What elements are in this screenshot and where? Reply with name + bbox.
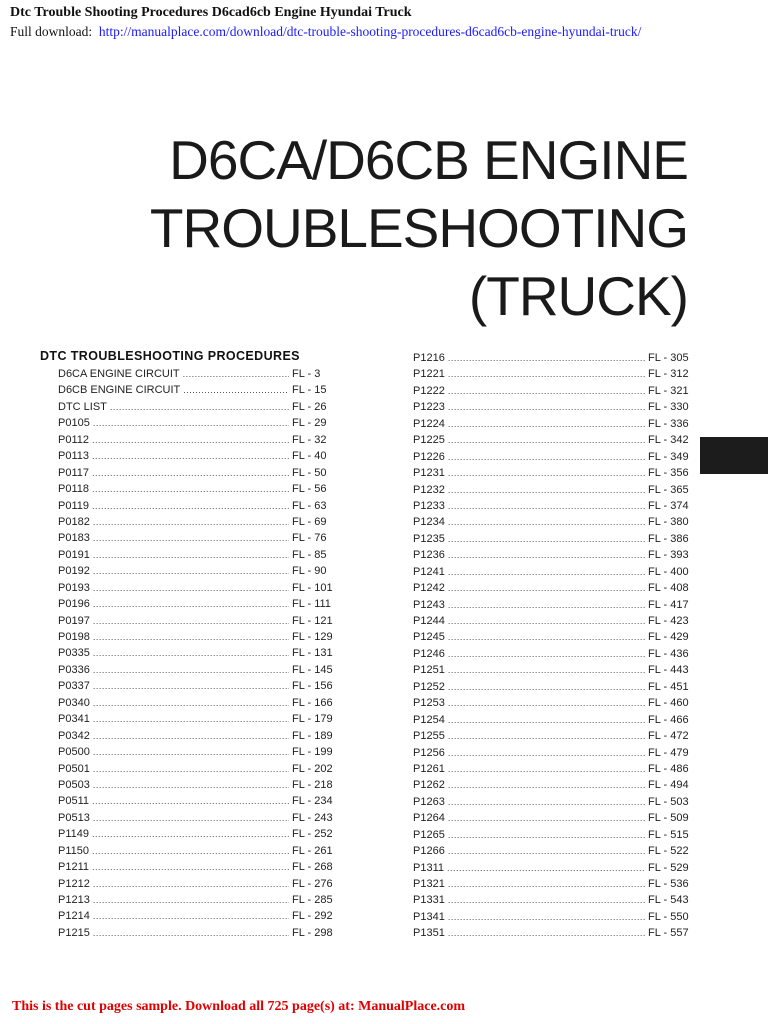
toc-entry-page: FL - 472 [648, 730, 689, 743]
toc-entry-code: P1331 [413, 894, 445, 907]
toc-leader-dots [93, 645, 289, 661]
toc-leader-dots [93, 744, 289, 760]
toc-entry-code: P0340 [58, 696, 90, 709]
toc-leader-dots [448, 482, 645, 498]
toc-entry-page: FL - 298 [292, 926, 333, 939]
toc-entry-code: P1232 [413, 483, 445, 496]
toc-entry-page: FL - 451 [648, 680, 689, 693]
toc-entry[interactable] [58, 761, 336, 777]
toc-leader-dots [93, 925, 289, 941]
toc-entry[interactable] [58, 382, 336, 398]
toc-entry-code: P0336 [58, 663, 90, 676]
toc-entry-code: P0117 [58, 466, 89, 479]
toc-entry-page: FL - 90 [292, 565, 327, 578]
toc-leader-dots [448, 745, 645, 761]
toc-right-column [413, 350, 692, 942]
toc-entry[interactable] [413, 843, 692, 859]
toc-entry-page: FL - 63 [292, 499, 327, 512]
toc-entry-code: D6CB ENGINE CIRCUIT [58, 384, 181, 397]
toc-leader-dots [93, 761, 289, 777]
toc-entry-code: P0183 [58, 532, 90, 545]
toc-entry-page: FL - 69 [292, 515, 327, 528]
toc-entry[interactable] [413, 860, 692, 876]
download-label: Full download: [10, 24, 93, 39]
toc-entry[interactable] [413, 712, 692, 728]
toc-entry-code: P0501 [58, 762, 90, 775]
toc-entry[interactable] [58, 465, 336, 481]
toc-entry-page: FL - 29 [292, 417, 327, 430]
download-line [10, 23, 760, 41]
toc-entry-page: FL - 466 [648, 713, 689, 726]
toc-entry-page: FL - 536 [648, 878, 689, 890]
toc-entry-page: FL - 557 [648, 927, 689, 940]
toc-entry-page: FL - 292 [292, 910, 333, 923]
toc-entry-code: P1253 [413, 697, 445, 710]
toc-entry-page: FL - 543 [648, 894, 689, 907]
toc-leader-dots [448, 449, 645, 465]
toc-leader-dots [93, 777, 289, 793]
toc-leader-dots [92, 843, 289, 859]
toc-entry-code: P1242 [413, 582, 445, 595]
toc-leader-dots [447, 860, 645, 876]
toc-entry[interactable] [413, 679, 692, 695]
toc-entry-code: P0197 [58, 614, 90, 627]
toc-entry-page: FL - 365 [648, 483, 689, 496]
toc-entry[interactable] [413, 728, 692, 744]
toc-leader-dots [448, 416, 645, 432]
toc-leader-dots [183, 382, 289, 398]
toc-leader-dots [448, 613, 645, 629]
toc-entry-page: FL - 494 [648, 779, 689, 792]
toc-entry-code: P1251 [413, 664, 445, 677]
toc-entry-page: FL - 189 [292, 729, 333, 742]
toc-entry[interactable] [58, 843, 336, 859]
toc-entry-page: FL - 443 [648, 664, 689, 677]
toc-entry-page: FL - 50 [292, 466, 327, 479]
toc-leader-dots [448, 777, 645, 793]
toc-entry-code: P1255 [413, 730, 445, 743]
toc-entry[interactable] [413, 350, 692, 366]
toc-entry[interactable] [58, 744, 336, 760]
toc-entry[interactable] [413, 465, 692, 481]
toc-leader-dots [448, 465, 645, 481]
toc-entry-page: FL - 400 [648, 565, 689, 578]
toc-leader-dots [448, 383, 645, 399]
toc-entry-code: P1245 [413, 631, 445, 644]
toc-entry-page: FL - 243 [292, 811, 333, 824]
toc-entry-page: FL - 436 [648, 647, 689, 660]
toc-entry-code: P1236 [413, 549, 445, 562]
toc-entry[interactable] [58, 530, 336, 546]
toc-leader-dots [93, 908, 289, 924]
toc-entry-page: FL - 121 [292, 614, 333, 627]
toc-entry-code: P1243 [413, 598, 445, 611]
toc-entry-page: FL - 199 [292, 746, 333, 759]
toc-entry[interactable] [413, 695, 692, 711]
toc-leader-dots [93, 563, 289, 579]
toc-entry[interactable] [58, 810, 336, 826]
toc-entry[interactable] [413, 777, 692, 793]
toc-leader-dots [448, 892, 645, 908]
toc-entry-code: P0105 [58, 417, 90, 430]
toc-entry-page: FL - 85 [292, 548, 327, 561]
toc-entry-page: FL - 529 [648, 861, 689, 874]
toc-entry[interactable] [413, 482, 692, 498]
toc-leader-dots [448, 531, 645, 547]
toc-entry[interactable] [58, 711, 336, 727]
toc-entry-page: FL - 76 [292, 532, 327, 545]
toc-leader-dots [448, 876, 645, 892]
manual-title-line-3: (TRUCK) [468, 265, 688, 327]
toc-entry-code: P1223 [413, 401, 445, 414]
toc-leader-dots [448, 597, 645, 613]
toc-entry-page: FL - 305 [648, 352, 689, 364]
toc-entry-code: P0113 [58, 450, 89, 463]
toc-entry-page: FL - 321 [648, 384, 689, 397]
toc-entry-code: P0192 [58, 565, 90, 578]
toc-entry-code: P1235 [413, 532, 445, 545]
toc-entry-page: FL - 26 [292, 400, 327, 413]
toc-leader-dots [448, 712, 645, 728]
toc-entry-code: P1214 [58, 910, 90, 923]
toc-entry-code: P1263 [413, 795, 445, 808]
toc-entry-code: P1231 [413, 467, 445, 480]
toc-entry-code: P1264 [413, 812, 445, 825]
toc-entry[interactable] [58, 728, 336, 744]
toc-entry[interactable] [58, 580, 336, 596]
toc-entry[interactable] [413, 662, 692, 678]
toc-entry-page: FL - 356 [648, 467, 689, 480]
toc-entry-page: FL - 32 [292, 433, 327, 446]
toc-entry-page: FL - 261 [292, 844, 333, 857]
toc-entry[interactable] [58, 498, 336, 514]
toc-entry-page: FL - 550 [648, 910, 689, 923]
toc-leader-dots [448, 399, 645, 415]
toc-entry[interactable] [413, 613, 692, 629]
toc-leader-dots [93, 695, 289, 711]
toc-leader-dots [448, 925, 645, 941]
toc-entry-page: FL - 330 [648, 401, 689, 414]
toc-entry-page: FL - 503 [648, 795, 689, 808]
toc-entry-code: P1222 [413, 384, 445, 397]
toc-entry[interactable] [58, 678, 336, 694]
toc-entry-code: P1351 [413, 927, 445, 940]
toc-entry-code: P1262 [413, 779, 445, 792]
toc-entry-code: P1244 [413, 615, 445, 627]
toc-entry-code: P0511 [58, 795, 89, 808]
toc-entry-code: P1149 [58, 828, 89, 841]
toc-entry-page: FL - 486 [648, 762, 689, 775]
toc-entry[interactable] [413, 925, 692, 941]
toc-leader-dots [448, 547, 645, 563]
toc-entry-page: FL - 515 [648, 828, 689, 841]
toc-entry[interactable] [58, 596, 336, 612]
toc-entry-page: FL - 429 [648, 631, 689, 644]
toc-entry[interactable] [58, 432, 336, 448]
toc-entry-code: P1150 [58, 844, 89, 857]
toc-leader-dots [92, 498, 289, 514]
toc-entry[interactable] [58, 908, 336, 924]
toc-entry-page: FL - 40 [292, 450, 327, 463]
toc-entry[interactable] [413, 892, 692, 908]
toc-leader-dots [448, 843, 645, 859]
toc-entry-code: P1265 [413, 828, 445, 841]
toc-entry-code: P1252 [413, 680, 445, 693]
toc-entry[interactable] [58, 777, 336, 793]
toc-leader-dots [93, 810, 289, 826]
toc-leader-dots [93, 629, 289, 645]
toc-leader-dots [92, 481, 289, 497]
toc-entry-page: FL - 408 [648, 582, 689, 595]
toc-entry-code: D6CA ENGINE CIRCUIT [58, 368, 180, 380]
toc-entry-page: FL - 342 [648, 434, 689, 447]
toc-entry-code: P1212 [58, 877, 90, 890]
toc-entry-code: P0513 [58, 811, 90, 824]
toc-leader-dots [93, 678, 289, 694]
toc-entry[interactable] [413, 498, 692, 514]
toc-entry-page: FL - 479 [648, 746, 689, 759]
toc-leader-dots [93, 711, 289, 727]
toc-entry-page: FL - 380 [648, 516, 689, 529]
toc-entry-page: FL - 417 [648, 598, 689, 611]
toc-entry[interactable] [58, 399, 336, 415]
toc-leader-dots [93, 514, 289, 530]
section-heading: DTC TROUBLESHOOTING PROCEDURES [40, 349, 300, 363]
toc-entry[interactable] [413, 876, 692, 892]
toc-leader-dots [448, 514, 645, 530]
toc-entry-code: P1211 [58, 861, 89, 874]
toc-entry-code: P1216 [413, 352, 445, 364]
toc-entry-page: FL - 460 [648, 697, 689, 710]
toc-leader-dots [92, 826, 289, 842]
toc-entry[interactable] [413, 909, 692, 925]
toc-leader-dots [110, 399, 289, 415]
toc-entry-code: P0196 [58, 598, 90, 611]
toc-entry-page: FL - 234 [292, 795, 333, 808]
toc-entry[interactable] [58, 629, 336, 645]
manual-title-line-2: TROUBLESHOOTING [149, 197, 688, 259]
toc-entry-page: FL - 15 [292, 384, 327, 397]
toc-entry-code: P1241 [413, 565, 445, 578]
toc-leader-dots [93, 547, 289, 563]
toc-entry[interactable] [58, 826, 336, 842]
toc-leader-dots [448, 432, 645, 448]
toc-entry-code: P1254 [413, 713, 445, 726]
toc-leader-dots [93, 662, 289, 678]
toc-leader-dots [448, 350, 645, 366]
toc-entry-code: P1215 [58, 926, 90, 939]
toc-entry-page: FL - 374 [648, 499, 689, 512]
toc-leader-dots [448, 498, 645, 514]
toc-leader-dots [92, 465, 289, 481]
toc-entry-page: FL - 56 [292, 483, 327, 496]
toc-leader-dots [93, 580, 289, 596]
toc-entry[interactable] [58, 876, 336, 892]
toc-entry-page: FL - 312 [648, 368, 689, 381]
toc-entry-code: DTC LIST [58, 400, 107, 413]
toc-entry[interactable] [413, 597, 692, 613]
toc-leader-dots [93, 876, 289, 892]
toc-entry-code: P0112 [58, 433, 89, 446]
toc-entry-code: P1224 [413, 417, 445, 430]
toc-leader-dots [93, 415, 289, 431]
toc-entry-page: FL - 423 [648, 615, 689, 627]
download-link[interactable]: http://manualplace.com/download/dtc-trouble-shooting-procedures-d6cad6cb-engine-hyundai-truck/ [98, 24, 642, 39]
toc-leader-dots [448, 564, 645, 580]
toc-entry[interactable] [58, 613, 336, 629]
toc-entry-page: FL - 393 [648, 549, 689, 562]
toc-entry-page: FL - 336 [648, 417, 689, 430]
toc-leader-dots [93, 892, 289, 908]
toc-leader-dots [448, 662, 645, 678]
toc-entry[interactable] [58, 892, 336, 908]
toc-leader-dots [93, 613, 289, 629]
toc-leader-dots [448, 728, 645, 744]
toc-entry-page: FL - 218 [292, 778, 333, 791]
toc-entry-page: FL - 349 [648, 450, 689, 463]
toc-entry[interactable] [413, 366, 692, 382]
manual-title-line-1: D6CA/D6CB ENGINE [169, 129, 688, 191]
document-header [10, 4, 760, 41]
toc-entry-page: FL - 156 [292, 680, 333, 693]
toc-entry[interactable] [413, 580, 692, 596]
toc-entry-code: P1341 [413, 910, 445, 923]
toc-entry-code: P1321 [413, 878, 445, 890]
toc-entry-code: P0342 [58, 729, 90, 742]
toc-entry-code: P1225 [413, 434, 445, 447]
toc-entry[interactable] [58, 925, 336, 941]
toc-entry-code: P1261 [413, 762, 445, 775]
toc-entry[interactable] [413, 827, 692, 843]
toc-leader-dots [448, 366, 645, 382]
toc-entry[interactable] [58, 481, 336, 497]
toc-entry-code: P0182 [58, 515, 90, 528]
toc-entry-code: P1266 [413, 845, 445, 858]
toc-entry[interactable] [413, 761, 692, 777]
toc-entry-page: FL - 522 [648, 845, 689, 858]
toc-entry-code: P0119 [58, 499, 89, 512]
toc-leader-dots [448, 646, 645, 662]
toc-entry-code: P0341 [58, 713, 90, 726]
toc-entry-code: P1213 [58, 894, 90, 906]
toc-leader-dots [448, 695, 645, 711]
toc-entry-page: FL - 145 [292, 663, 333, 676]
toc-leader-dots [92, 859, 289, 875]
toc-entry-code: P0191 [58, 548, 90, 561]
toc-leader-dots [93, 530, 289, 546]
toc-entry-code: P0198 [58, 631, 90, 643]
toc-entry-code: P1311 [413, 861, 444, 874]
toc-entry-code: P0193 [58, 581, 90, 594]
toc-entry-code: P1256 [413, 746, 445, 759]
toc-entry-page: FL - 166 [292, 696, 333, 709]
toc-entry-page: FL - 3 [292, 368, 321, 380]
toc-entry-page: FL - 268 [292, 861, 333, 874]
toc-entry-code: P0337 [58, 680, 90, 693]
toc-entry[interactable] [413, 794, 692, 810]
toc-entry-code: P0503 [58, 778, 90, 791]
toc-entry-page: FL - 129 [292, 631, 333, 643]
toc-entry[interactable] [413, 432, 692, 448]
toc-leader-dots [93, 596, 289, 612]
toc-entry[interactable] [58, 415, 336, 431]
toc-entry-code: P1226 [413, 450, 445, 463]
toc-entry[interactable] [58, 547, 336, 563]
footer-notice: This is the cut pages sample. Download all 725 page(s) at: ManualPlace.com [12, 999, 466, 1014]
toc-entry[interactable] [58, 448, 336, 464]
toc-entry-code: P0335 [58, 647, 90, 660]
toc-leader-dots [93, 728, 289, 744]
toc-entry-page: FL - 276 [292, 877, 333, 890]
toc-entry-page: FL - 509 [648, 812, 689, 825]
toc-entry[interactable] [413, 745, 692, 761]
toc-entry[interactable] [413, 399, 692, 415]
toc-entry[interactable] [413, 531, 692, 547]
toc-leader-dots [92, 432, 289, 448]
toc-entry[interactable] [413, 810, 692, 826]
toc-left-column [58, 366, 336, 941]
toc-leader-dots [448, 629, 645, 645]
toc-entry-page: FL - 101 [292, 581, 333, 594]
toc-leader-dots [448, 679, 645, 695]
toc-leader-dots [448, 827, 645, 843]
toc-entry-code: P0118 [58, 483, 89, 496]
toc-entry[interactable] [413, 383, 692, 399]
toc-entry[interactable] [58, 563, 336, 579]
toc-entry-page: FL - 285 [292, 894, 333, 906]
toc-leader-dots [92, 448, 289, 464]
toc-entry[interactable] [413, 564, 692, 580]
toc-leader-dots [92, 793, 289, 809]
toc-entry[interactable] [413, 646, 692, 662]
toc-entry[interactable] [413, 514, 692, 530]
toc-entry[interactable] [58, 695, 336, 711]
toc-entry[interactable] [413, 629, 692, 645]
toc-entry-code: P1233 [413, 499, 445, 512]
toc-entry[interactable] [58, 859, 336, 875]
section-tab [700, 437, 768, 474]
toc-entry-page: FL - 111 [292, 598, 331, 611]
toc-entry-code: P1234 [413, 516, 445, 529]
toc-entry[interactable] [58, 793, 336, 809]
toc-entry-code: P1221 [413, 368, 445, 381]
toc-entry[interactable] [413, 416, 692, 432]
toc-entry[interactable] [58, 645, 336, 661]
document-title: Dtc Trouble Shooting Procedures D6cad6cb Engine Hyundai Truck [10, 5, 412, 20]
toc-leader-dots [448, 909, 645, 925]
manual-title [150, 126, 688, 330]
toc-leader-dots [448, 794, 645, 810]
toc-entry-page: FL - 252 [292, 828, 333, 841]
toc-leader-dots [448, 810, 645, 826]
toc-entry-page: FL - 179 [292, 713, 333, 726]
toc-leader-dots [448, 761, 645, 777]
toc-entry-code: P0500 [58, 746, 90, 759]
toc-entry[interactable] [58, 514, 336, 530]
toc-entry[interactable] [58, 662, 336, 678]
toc-entry-code: P1246 [413, 647, 445, 660]
toc-entry-page: FL - 202 [292, 762, 333, 775]
toc-entry[interactable] [58, 366, 336, 382]
toc-leader-dots [448, 580, 645, 596]
toc-entry-page: FL - 131 [292, 647, 333, 660]
toc-entry[interactable] [413, 547, 692, 563]
toc-leader-dots [183, 366, 289, 382]
toc-entry-page: FL - 386 [648, 532, 689, 545]
toc-entry[interactable] [413, 449, 692, 465]
